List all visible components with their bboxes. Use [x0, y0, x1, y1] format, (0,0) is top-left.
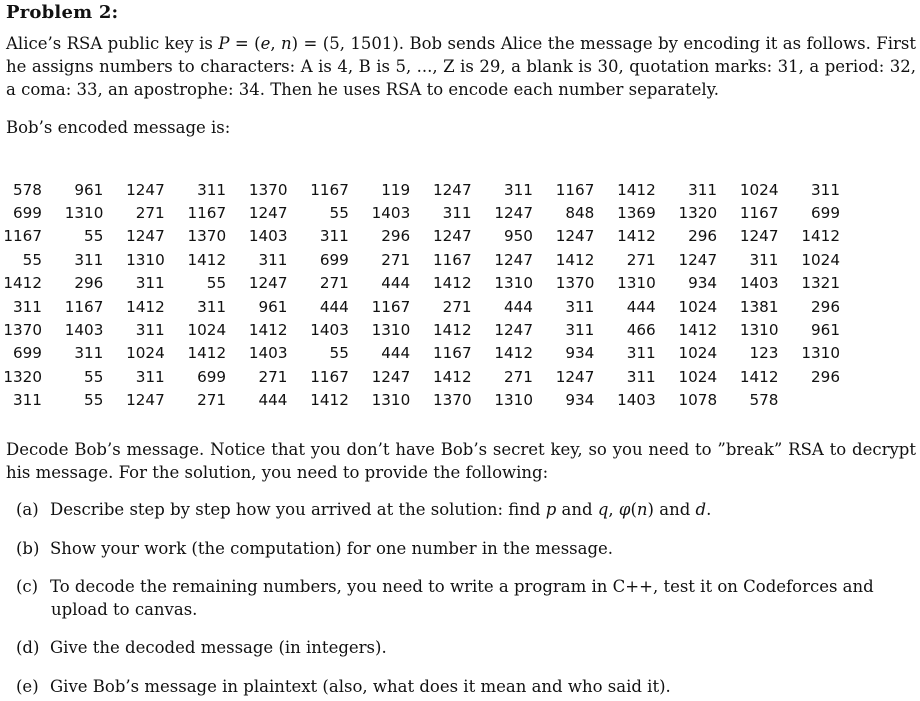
encoded-number: 961: [258, 297, 288, 316]
task-label: (b): [16, 539, 40, 558]
encoded-number: 271: [626, 250, 656, 269]
encoded-number: 311: [135, 274, 165, 293]
encoded-number: 1403: [371, 204, 411, 223]
encoded-number: 311: [12, 297, 42, 316]
encoded-number: 1247: [126, 227, 165, 246]
encoded-number: 699: [811, 204, 840, 223]
math-phi: φ: [618, 500, 631, 519]
encoded-message-label: Bob’s encoded message is:: [6, 118, 231, 137]
encoded-number: 271: [258, 367, 288, 386]
task-label: (e): [16, 677, 39, 696]
encoded-number: 1078: [678, 391, 718, 410]
encoded-number: 311: [12, 391, 42, 410]
encoded-number: 1024: [126, 344, 165, 363]
encoded-number: 1247: [432, 227, 472, 246]
encoded-number: 699: [12, 344, 42, 363]
encoded-number: 444: [626, 297, 656, 316]
math-e: e: [260, 34, 271, 53]
encoded-number: 1370: [248, 180, 288, 199]
encoded-number: 1024: [739, 180, 779, 199]
problem-heading: Problem 2:: [6, 2, 119, 23]
math-n: n: [636, 500, 648, 519]
intro-text-4: ) = (5, 1501). Bob sends Alice the message by encoding it as follows. First he assigns numbers to characters: A is 4, B is 5, ..., Z is 29, a blank is 30, quotation marks: 31, a period: 32, a coma: 33, an apostrophe: 34. Then he uses RSA to encode each number separately.: [6, 34, 916, 99]
encoded-number: 1247: [739, 227, 779, 246]
math-q: q: [597, 500, 609, 519]
encoded-number: 1024: [678, 367, 718, 386]
encoded-number: 444: [503, 297, 533, 316]
encoded-number: 55: [84, 367, 104, 386]
encoded-number: 296: [811, 297, 840, 316]
encoded-number: 1167: [64, 297, 104, 316]
encoded-number: 699: [197, 367, 227, 386]
encoded-number: 1167: [432, 344, 472, 363]
encoded-number: 1412: [126, 297, 165, 316]
math-p: P: [218, 34, 230, 53]
encoded-number: 1310: [739, 321, 779, 340]
task-item-b: [16, 537, 916, 560]
encoded-number: 311: [319, 227, 349, 246]
encoded-number: [778, 389, 840, 412]
encoded-number: 1321: [801, 274, 840, 293]
intro-text-3: ,: [270, 34, 282, 53]
encoded-number: 1320: [3, 367, 42, 386]
encoded-number: 1412: [494, 344, 533, 363]
encoded-number: 699: [319, 250, 349, 269]
task-a-text-1: Describe step by step how you arrived at the solution: find: [50, 500, 546, 519]
encoded-number: 1310: [126, 250, 165, 269]
encoded-number: 311: [565, 321, 595, 340]
encoded-number: 55: [329, 204, 349, 223]
encoded-number: 311: [442, 204, 472, 223]
encoded-number: 1247: [494, 321, 533, 340]
encoded-number: 271: [197, 391, 227, 410]
task-item-a: [16, 498, 916, 521]
encoded-number: 1247: [494, 204, 533, 223]
encoded-number: 1370: [187, 227, 227, 246]
encoded-number: 1412: [678, 321, 718, 340]
encoded-number: 311: [135, 367, 165, 386]
encoded-number: 1412: [432, 367, 472, 386]
encoded-number: 1310: [371, 321, 411, 340]
encoded-number: 1381: [739, 297, 779, 316]
encoded-row: [0, 178, 840, 201]
encoded-number: 1370: [432, 391, 472, 410]
encoded-number: 311: [197, 297, 227, 316]
encoded-number: 1412: [555, 250, 595, 269]
encoded-number: 311: [626, 344, 656, 363]
encoded-number: 296: [811, 367, 840, 386]
encoded-number: 311: [503, 180, 533, 199]
encoded-number: 444: [381, 344, 411, 363]
encoded-number: 950: [503, 227, 533, 246]
task-text: Show your work (the computation) for one number in the message.: [50, 539, 614, 558]
encoded-number: 699: [12, 204, 42, 223]
encoded-message-table: [0, 178, 840, 412]
encoded-number: 934: [565, 344, 595, 363]
task-a-text-4: (: [630, 500, 637, 519]
encoded-number: 55: [22, 250, 42, 269]
encoded-number: 1403: [248, 344, 288, 363]
encoded-number: 1167: [432, 250, 472, 269]
encoded-number: 311: [258, 250, 288, 269]
encoded-number: 1412: [187, 250, 227, 269]
decode-instruction-paragraph: Decode Bob’s message. Notice that you don’t have Bob’s secret key, so you need to ”break” RSA to decrypt his message. For the solution, you need to provide the following:: [6, 440, 916, 482]
task-label: (c): [16, 577, 39, 596]
encoded-number: 1167: [739, 204, 779, 223]
math-n: n: [281, 34, 292, 53]
encoded-number: 296: [381, 227, 411, 246]
encoded-number: 466: [626, 321, 656, 340]
encoded-number: 296: [74, 274, 104, 293]
task-text: To decode the remaining numbers, you need to write a program in C++, test it on Codeforces and: [50, 577, 874, 596]
encoded-number: 1024: [187, 321, 227, 340]
encoded-row: [0, 318, 840, 341]
encoded-number: 1412: [617, 180, 656, 199]
encoded-number: 1167: [555, 180, 595, 199]
task-label: (d): [16, 638, 40, 657]
encoded-number: 1310: [371, 391, 411, 410]
encoded-number: 1167: [371, 297, 411, 316]
encoded-number: 311: [688, 180, 718, 199]
encoded-row: [0, 342, 840, 365]
encoded-number: 119: [381, 180, 411, 199]
encoded-number: 311: [74, 344, 104, 363]
math-d: d: [695, 500, 707, 519]
task-text: [50, 500, 711, 519]
encoded-row: [0, 201, 840, 224]
intro-text-2: = (: [229, 34, 261, 53]
encoded-number: 271: [442, 297, 472, 316]
encoded-number: 55: [84, 391, 104, 410]
encoded-number: 578: [12, 180, 42, 199]
encoded-number: 1310: [494, 391, 533, 410]
encoded-number: 1310: [64, 204, 104, 223]
encoded-number: 1247: [555, 367, 595, 386]
encoded-number: 1370: [555, 274, 595, 293]
encoded-number: 848: [565, 204, 595, 223]
encoded-number: 1167: [310, 367, 349, 386]
task-item-d: [16, 636, 916, 659]
encoded-number: 578: [749, 391, 779, 410]
task-a-text-6: .: [706, 500, 712, 519]
encoded-number: 311: [749, 250, 779, 269]
encoded-number: 1247: [494, 250, 533, 269]
encoded-number: 55: [206, 274, 227, 293]
encoded-number: 934: [688, 274, 718, 293]
task-label: (a): [16, 500, 39, 519]
encoded-number: 1247: [126, 180, 165, 199]
rsa-intro-paragraph: [6, 32, 916, 101]
encoded-number: 271: [319, 274, 349, 293]
task-c-line-2: upload to canvas.: [51, 600, 198, 619]
encoded-number: 1024: [801, 250, 840, 269]
task-text: Give the decoded message (in integers).: [50, 638, 387, 657]
encoded-number: 1247: [248, 204, 288, 223]
encoded-number: 1403: [64, 321, 104, 340]
encoded-number: 1167: [310, 180, 349, 199]
encoded-number: 1167: [3, 227, 42, 246]
encoded-number: 296: [688, 227, 718, 246]
encoded-number: 1310: [801, 344, 840, 363]
encoded-number: 1320: [678, 204, 718, 223]
encoded-number: 1310: [494, 274, 533, 293]
math-p: p: [545, 500, 557, 519]
encoded-number: 1412: [187, 344, 227, 363]
encoded-number: 961: [74, 180, 104, 199]
intro-text-1: Alice’s RSA public key is: [6, 34, 219, 53]
encoded-number: 1024: [678, 297, 718, 316]
encoded-number: 1247: [371, 367, 411, 386]
encoded-number: 271: [381, 250, 411, 269]
encoded-number: 271: [135, 204, 165, 223]
encoded-number: 1403: [310, 321, 349, 340]
encoded-number: 444: [319, 297, 349, 316]
task-a-text-2: and: [556, 500, 598, 519]
encoded-number: 1403: [248, 227, 288, 246]
encoded-number: 1412: [617, 227, 656, 246]
encoded-number: 934: [565, 391, 595, 410]
encoded-number: 271: [503, 367, 533, 386]
encoded-number: 444: [258, 391, 288, 410]
task-text: Give Bob’s message in plaintext (also, what does it mean and who said it).: [50, 677, 671, 696]
encoded-number: 55: [329, 344, 349, 363]
encoded-number: 311: [197, 180, 227, 199]
encoded-row: [0, 295, 840, 318]
encoded-number: 1247: [555, 227, 595, 246]
task-item-c: [16, 575, 916, 621]
encoded-row: [0, 365, 840, 388]
encoded-number: 1403: [617, 391, 656, 410]
encoded-number: 1412: [310, 391, 349, 410]
encoded-number: 311: [135, 321, 165, 340]
encoded-number: 444: [381, 274, 411, 293]
task-item-e: [16, 675, 916, 698]
encoded-number: 1412: [248, 321, 288, 340]
encoded-number: 1247: [248, 274, 288, 293]
encoded-number: 1310: [617, 274, 656, 293]
encoded-number: 961: [811, 321, 840, 340]
encoded-number: 1412: [801, 227, 840, 246]
encoded-number: 311: [565, 297, 595, 316]
encoded-number: 1412: [739, 367, 779, 386]
encoded-number: 311: [626, 367, 656, 386]
encoded-row: [0, 272, 840, 295]
encoded-number: 311: [811, 180, 840, 199]
encoded-row: [0, 248, 840, 271]
encoded-row: [0, 225, 840, 248]
task-a-text-3: ,: [608, 500, 619, 519]
encoded-number: 55: [84, 227, 104, 246]
task-a-text-5: ) and: [647, 500, 696, 519]
encoded-number: 123: [749, 344, 779, 363]
encoded-number: 1369: [617, 204, 656, 223]
task-c-line-1: [16, 575, 914, 598]
encoded-number: 1403: [739, 274, 779, 293]
encoded-number: 1247: [432, 180, 472, 199]
encoded-number: 1024: [678, 344, 718, 363]
encoded-number: 311: [74, 250, 104, 269]
encoded-number: 1247: [678, 250, 718, 269]
encoded-row: [0, 389, 840, 412]
encoded-number: 1412: [432, 274, 472, 293]
encoded-number: 1412: [432, 321, 472, 340]
encoded-number: 1412: [3, 274, 42, 293]
encoded-number: 1370: [3, 321, 42, 340]
encoded-number: 1167: [187, 204, 227, 223]
encoded-number: 1247: [126, 391, 165, 410]
